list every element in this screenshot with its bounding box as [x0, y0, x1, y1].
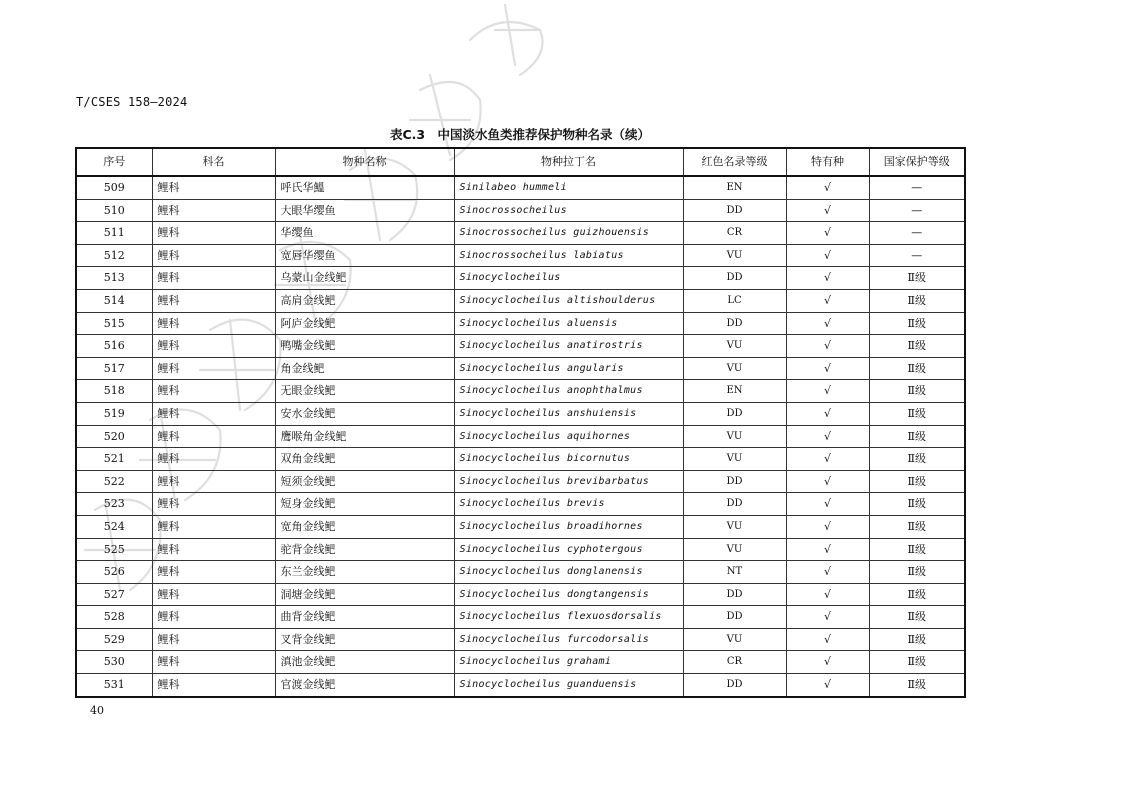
- cell-endemic: √: [786, 244, 869, 267]
- cell-number: 518: [76, 380, 152, 403]
- cell-number: 514: [76, 289, 152, 312]
- cell-latin-name: Sinocyclocheilus furcodorsalis: [454, 628, 683, 651]
- cell-latin-name: Sinocyclocheilus donglanensis: [454, 561, 683, 584]
- cell-endemic: √: [786, 312, 869, 335]
- cell-number: 530: [76, 651, 152, 674]
- cell-species-name: 宽唇华缨鱼: [275, 244, 454, 267]
- cell-redlist: NT: [683, 561, 786, 584]
- table-row: [76, 267, 965, 290]
- cell-species-name: 华缨鱼: [275, 222, 454, 245]
- cell-number: 515: [76, 312, 152, 335]
- cell-family: 鲤科: [152, 448, 275, 471]
- species-table: [75, 147, 966, 698]
- cell-latin-name: Sinocyclocheilus anatirostris: [454, 335, 683, 358]
- table-row: [76, 289, 965, 312]
- cell-species-name: 叉背金线鲃: [275, 628, 454, 651]
- cell-family: 鲤科: [152, 651, 275, 674]
- cell-endemic: √: [786, 606, 869, 629]
- table-row: [76, 244, 965, 267]
- cell-redlist: VU: [683, 628, 786, 651]
- cell-latin-name: Sinocyclocheilus flexuosdorsalis: [454, 606, 683, 629]
- cell-number: 523: [76, 493, 152, 516]
- cell-latin-name: Sinocyclocheilus brevis: [454, 493, 683, 516]
- cell-number: 520: [76, 425, 152, 448]
- cell-species-name: 短须金线鲃: [275, 470, 454, 493]
- cell-endemic: √: [786, 357, 869, 380]
- cell-redlist: DD: [683, 402, 786, 425]
- cell-family: 鲤科: [152, 244, 275, 267]
- table-row: [76, 583, 965, 606]
- cell-number: 516: [76, 335, 152, 358]
- cell-family: 鲤科: [152, 176, 275, 199]
- table-row: [76, 425, 965, 448]
- document-code: T/CSES 158—2024: [76, 95, 188, 109]
- cell-family: 鲤科: [152, 674, 275, 697]
- col-header-number: 序号: [76, 148, 152, 176]
- cell-species-name: 呼氏华鰮: [275, 176, 454, 199]
- cell-protection: Ⅱ级: [869, 312, 965, 335]
- cell-family: 鲤科: [152, 493, 275, 516]
- cell-endemic: √: [786, 448, 869, 471]
- cell-species-name: 曲背金线鲃: [275, 606, 454, 629]
- cell-protection: Ⅱ级: [869, 674, 965, 697]
- cell-protection: —: [869, 244, 965, 267]
- cell-redlist: VU: [683, 515, 786, 538]
- col-header-latin-name: 物种拉丁名: [454, 148, 683, 176]
- cell-protection: Ⅱ级: [869, 335, 965, 358]
- cell-endemic: √: [786, 267, 869, 290]
- cell-protection: —: [869, 199, 965, 222]
- cell-number: 526: [76, 561, 152, 584]
- cell-latin-name: Sinocyclocheilus anophthalmus: [454, 380, 683, 403]
- cell-endemic: √: [786, 561, 869, 584]
- cell-protection: Ⅱ级: [869, 380, 965, 403]
- cell-number: 521: [76, 448, 152, 471]
- cell-latin-name: Sinocyclocheilus altishoulderus: [454, 289, 683, 312]
- cell-latin-name: Sinocyclocheilus grahami: [454, 651, 683, 674]
- cell-endemic: √: [786, 289, 869, 312]
- cell-endemic: √: [786, 583, 869, 606]
- cell-species-name: 角金线鲃: [275, 357, 454, 380]
- cell-latin-name: Sinocrossocheilus: [454, 199, 683, 222]
- cell-species-name: 无眼金线鲃: [275, 380, 454, 403]
- cell-number: 525: [76, 538, 152, 561]
- cell-protection: —: [869, 176, 965, 199]
- cell-species-name: 宽角金线鲃: [275, 515, 454, 538]
- col-header-family: 科名: [152, 148, 275, 176]
- cell-redlist: DD: [683, 606, 786, 629]
- cell-latin-name: Sinocyclocheilus cyphotergous: [454, 538, 683, 561]
- cell-species-name: 短身金线鲃: [275, 493, 454, 516]
- cell-number: 510: [76, 199, 152, 222]
- cell-family: 鲤科: [152, 222, 275, 245]
- table-title: 表C.3 中国淡水鱼类推荐保护物种名录（续）: [389, 127, 651, 142]
- cell-endemic: √: [786, 493, 869, 516]
- cell-endemic: √: [786, 470, 869, 493]
- cell-family: 鲤科: [152, 538, 275, 561]
- cell-latin-name: Sinocyclocheilus angularis: [454, 357, 683, 380]
- cell-protection: Ⅱ级: [869, 651, 965, 674]
- cell-number: 529: [76, 628, 152, 651]
- cell-endemic: √: [786, 402, 869, 425]
- cell-family: 鲤科: [152, 199, 275, 222]
- cell-number: 528: [76, 606, 152, 629]
- cell-species-name: 双角金线鲃: [275, 448, 454, 471]
- col-header-redlist: 红色名录等级: [683, 148, 786, 176]
- cell-family: 鲤科: [152, 515, 275, 538]
- cell-redlist: VU: [683, 357, 786, 380]
- cell-family: 鲤科: [152, 312, 275, 335]
- cell-endemic: √: [786, 538, 869, 561]
- table-header-row: [76, 148, 965, 176]
- cell-endemic: √: [786, 515, 869, 538]
- cell-redlist: DD: [683, 267, 786, 290]
- cell-family: 鲤科: [152, 606, 275, 629]
- cell-latin-name: Sinocrossocheilus guizhouensis: [454, 222, 683, 245]
- cell-latin-name: Sinocyclocheilus: [454, 267, 683, 290]
- cell-endemic: √: [786, 176, 869, 199]
- cell-species-name: 高肩金线鲃: [275, 289, 454, 312]
- cell-family: 鲤科: [152, 583, 275, 606]
- table-row: [76, 515, 965, 538]
- table-row: [76, 561, 965, 584]
- col-header-endemic: 特有种: [786, 148, 869, 176]
- cell-redlist: VU: [683, 244, 786, 267]
- table-row: [76, 674, 965, 697]
- cell-family: 鲤科: [152, 267, 275, 290]
- table-row: [76, 448, 965, 471]
- table-row: [76, 651, 965, 674]
- cell-endemic: √: [786, 425, 869, 448]
- cell-protection: Ⅱ级: [869, 357, 965, 380]
- cell-family: 鲤科: [152, 561, 275, 584]
- cell-latin-name: Sinocrossocheilus labiatus: [454, 244, 683, 267]
- page-number: 40: [90, 704, 104, 717]
- table-row: [76, 357, 965, 380]
- cell-number: 527: [76, 583, 152, 606]
- cell-latin-name: Sinocyclocheilus aluensis: [454, 312, 683, 335]
- cell-species-name: 鸭嘴金线鲃: [275, 335, 454, 358]
- cell-species-name: 阿庐金线鲃: [275, 312, 454, 335]
- table-row: [76, 199, 965, 222]
- cell-number: 524: [76, 515, 152, 538]
- cell-redlist: VU: [683, 538, 786, 561]
- cell-number: 517: [76, 357, 152, 380]
- cell-protection: Ⅱ级: [869, 515, 965, 538]
- cell-latin-name: Sinocyclocheilus bicornutus: [454, 448, 683, 471]
- table-row: [76, 380, 965, 403]
- cell-number: 519: [76, 402, 152, 425]
- cell-number: 531: [76, 674, 152, 697]
- table-row: [76, 402, 965, 425]
- cell-redlist: VU: [683, 448, 786, 471]
- cell-family: 鲤科: [152, 289, 275, 312]
- table-row: [76, 335, 965, 358]
- cell-protection: Ⅱ级: [869, 289, 965, 312]
- col-header-protection: 国家保护等级: [869, 148, 965, 176]
- cell-species-name: 大眼华缨鱼: [275, 199, 454, 222]
- cell-protection: Ⅱ级: [869, 628, 965, 651]
- cell-redlist: DD: [683, 674, 786, 697]
- cell-species-name: 洞塘金线鲃: [275, 583, 454, 606]
- cell-species-name: 滇池金线鲃: [275, 651, 454, 674]
- cell-species-name: 东兰金线鲃: [275, 561, 454, 584]
- cell-latin-name: Sinilabeo hummeli: [454, 176, 683, 199]
- cell-endemic: √: [786, 628, 869, 651]
- cell-family: 鲤科: [152, 335, 275, 358]
- cell-redlist: CR: [683, 651, 786, 674]
- cell-species-name: 官渡金线鲃: [275, 674, 454, 697]
- cell-family: 鲤科: [152, 357, 275, 380]
- table-row: [76, 470, 965, 493]
- cell-number: 512: [76, 244, 152, 267]
- table-body: [76, 176, 965, 697]
- table-row: [76, 312, 965, 335]
- cell-family: 鲤科: [152, 402, 275, 425]
- cell-number: 513: [76, 267, 152, 290]
- cell-protection: Ⅱ级: [869, 583, 965, 606]
- cell-endemic: √: [786, 222, 869, 245]
- cell-redlist: LC: [683, 289, 786, 312]
- cell-protection: Ⅱ级: [869, 470, 965, 493]
- cell-protection: Ⅱ级: [869, 402, 965, 425]
- table-row: [76, 176, 965, 199]
- cell-protection: Ⅱ级: [869, 448, 965, 471]
- cell-redlist: DD: [683, 312, 786, 335]
- cell-redlist: DD: [683, 470, 786, 493]
- cell-family: 鲤科: [152, 380, 275, 403]
- cell-latin-name: Sinocyclocheilus anshuiensis: [454, 402, 683, 425]
- cell-protection: Ⅱ级: [869, 267, 965, 290]
- table-row: [76, 538, 965, 561]
- cell-family: 鲤科: [152, 425, 275, 448]
- cell-redlist: EN: [683, 380, 786, 403]
- cell-protection: —: [869, 222, 965, 245]
- table-row: [76, 606, 965, 629]
- cell-protection: Ⅱ级: [869, 561, 965, 584]
- table-row: [76, 628, 965, 651]
- cell-endemic: √: [786, 380, 869, 403]
- cell-number: 522: [76, 470, 152, 493]
- cell-redlist: VU: [683, 425, 786, 448]
- table-row: [76, 222, 965, 245]
- cell-redlist: DD: [683, 493, 786, 516]
- cell-number: 509: [76, 176, 152, 199]
- cell-endemic: √: [786, 199, 869, 222]
- cell-redlist: VU: [683, 335, 786, 358]
- cell-protection: Ⅱ级: [869, 538, 965, 561]
- cell-latin-name: Sinocyclocheilus broadihornes: [454, 515, 683, 538]
- cell-latin-name: Sinocyclocheilus brevibarbatus: [454, 470, 683, 493]
- cell-number: 511: [76, 222, 152, 245]
- cell-species-name: 安水金线鲃: [275, 402, 454, 425]
- table-row: [76, 493, 965, 516]
- cell-redlist: DD: [683, 199, 786, 222]
- cell-family: 鲤科: [152, 628, 275, 651]
- cell-endemic: √: [786, 674, 869, 697]
- cell-protection: Ⅱ级: [869, 493, 965, 516]
- cell-latin-name: Sinocyclocheilus dongtangensis: [454, 583, 683, 606]
- cell-redlist: DD: [683, 583, 786, 606]
- cell-endemic: √: [786, 651, 869, 674]
- cell-family: 鲤科: [152, 470, 275, 493]
- cell-protection: Ⅱ级: [869, 606, 965, 629]
- cell-latin-name: Sinocyclocheilus aquihornes: [454, 425, 683, 448]
- col-header-species-name: 物种名称: [275, 148, 454, 176]
- cell-protection: Ⅱ级: [869, 425, 965, 448]
- cell-species-name: 鹰喉角金线鲃: [275, 425, 454, 448]
- cell-latin-name: Sinocyclocheilus guanduensis: [454, 674, 683, 697]
- cell-species-name: 驼背金线鲃: [275, 538, 454, 561]
- cell-endemic: √: [786, 335, 869, 358]
- cell-species-name: 乌蒙山金线鲃: [275, 267, 454, 290]
- cell-redlist: CR: [683, 222, 786, 245]
- cell-redlist: EN: [683, 176, 786, 199]
